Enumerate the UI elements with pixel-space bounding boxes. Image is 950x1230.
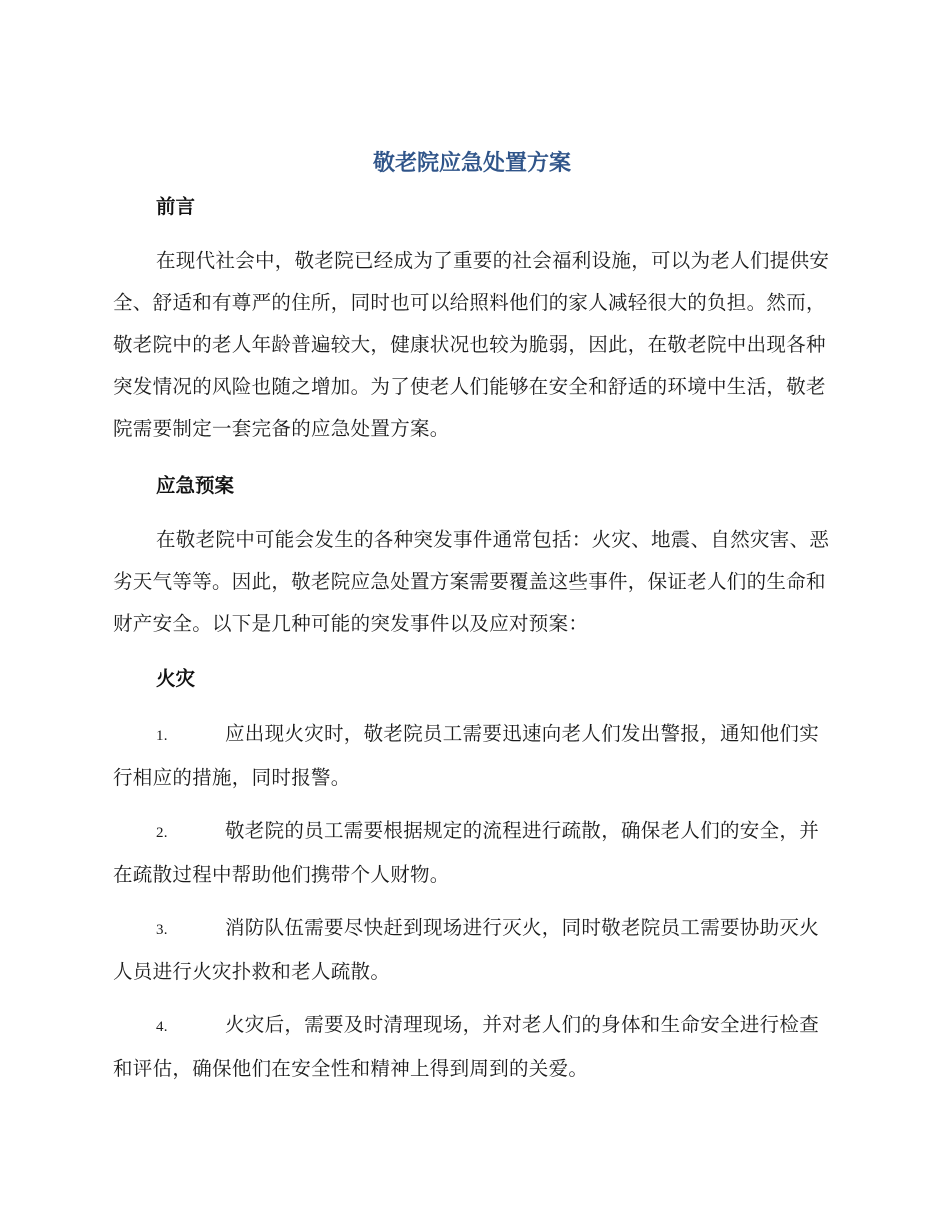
list-item: [113, 1004, 831, 1090]
section-heading-preface: 前言: [156, 195, 196, 218]
list-item-number: 2.: [156, 825, 168, 841]
list-item-number: 4.: [156, 1019, 168, 1035]
list-item: [113, 907, 831, 993]
section-heading-emergency-plan: 应急预案: [156, 474, 235, 497]
list-item: [113, 810, 831, 896]
list-item-text: 火灾后，需要及时清理现场，并对老人们的身体和生命安全进行检查和评估，确保他们在安全性和精神上得到周到的关爱。: [113, 1013, 820, 1080]
list-item-text: 消防队伍需要尽快赶到现场进行灭火，同时敬老院员工需要协助灭火人员进行火灾扑救和老人疏散。: [113, 916, 820, 983]
preface-paragraph: 在现代社会中，敬老院已经成为了重要的社会福利设施，可以为老人们提供安全、舒适和有尊严的住所，同时也可以给照料他们的家人减轻很大的负担。然而，敬老院中的老人年龄普遍较大，健康状况也较为脆弱，因此，在敬老院中出现各种突发情况的风险也随之增加。为了使老人们能够在安全和舒适的环境中生活，敬老院需要制定一套完备的应急处置方案。: [113, 249, 830, 440]
list-item-number: 3.: [156, 922, 168, 938]
list-item-text: 应出现火灾时，敬老院员工需要迅速向老人们发出警报，通知他们实行相应的措施，同时报警。: [113, 722, 820, 789]
list-item-number: 1.: [156, 728, 168, 744]
document-title: 敬老院应急处置方案: [372, 151, 571, 176]
list-item: [113, 713, 831, 799]
list-item-text: 敬老院的员工需要根据规定的流程进行疏散，确保老人们的安全，并在疏散过程中帮助他们携带个人财物。: [113, 819, 820, 886]
section-heading-fire: 火灾: [156, 667, 196, 690]
emergency-plan-paragraph: 在敬老院中可能会发生的各种突发事件通常包括：火灾、地震、自然灾害、恶劣天气等等。因此，敬老院应急处置方案需要覆盖这些事件，保证老人们的生命和财产安全。以下是几种可能的突发事件以及应对预案：: [113, 528, 830, 635]
